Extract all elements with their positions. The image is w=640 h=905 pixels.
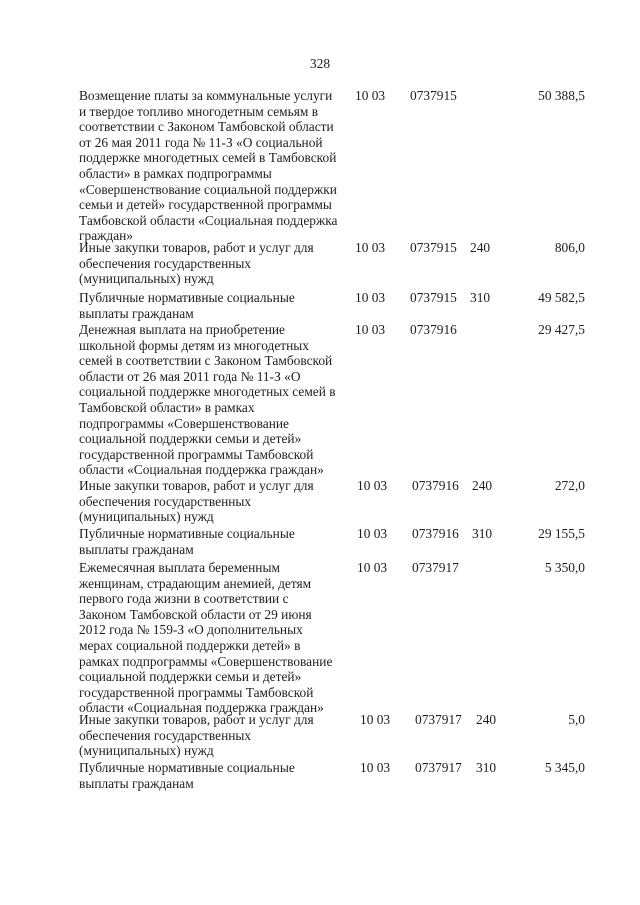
row-section: 10 03: [360, 712, 391, 727]
row-section: 10 03: [360, 760, 391, 775]
row-description: Иные закупки товаров, работ и услуг для обеспечения государственных (муниципальных) нужд: [79, 478, 314, 525]
row-expense-type: 310: [472, 526, 493, 541]
row-target-article: 0737917: [412, 560, 459, 575]
row-amount: 806,0: [554, 240, 585, 255]
row-description: Иные закупки товаров, работ и услуг для обеспечения государственных (муниципальных) нужд: [79, 712, 314, 759]
row-amount: 29 155,5: [538, 526, 585, 541]
row-description: Иные закупки товаров, работ и услуг для обеспечения государственных (муниципальных) нужд: [79, 240, 314, 287]
row-description: Публичные нормативные социальные выплаты гражданам: [79, 526, 295, 557]
row-amount: 29 427,5: [538, 322, 585, 337]
row-expense-type: 310: [476, 760, 497, 775]
row-description: Ежемесячная выплата беременным женщинам, страдающим анемией, детям первого года жизни в соответствии с Законом Тамбовской области от 29 июня 2012 года № 159-З «О дополнительных мерах социальной поддержки детей» в рамках подпрограммы «Совершенствование социальной поддержки семьи и детей» государственной программы Тамбовской области «Социальная поддержка граждан»: [79, 560, 333, 716]
row-target-article: 0737917: [415, 712, 462, 727]
row-amount: 5,0: [568, 712, 585, 727]
row-expense-type: 240: [472, 478, 493, 493]
row-target-article: 0737916: [412, 478, 459, 493]
row-description: Публичные нормативные социальные выплаты гражданам: [79, 290, 295, 321]
row-section: 10 03: [357, 478, 388, 493]
row-section: 10 03: [355, 88, 386, 103]
row-target-article: 0737916: [410, 322, 457, 337]
row-amount: 272,0: [554, 478, 585, 493]
row-target-article: 0737915: [410, 290, 457, 305]
row-amount: 50 388,5: [538, 88, 585, 103]
row-amount: 5 345,0: [544, 760, 585, 775]
row-amount: 5 350,0: [544, 560, 585, 575]
row-expense-type: 240: [470, 240, 491, 255]
row-target-article: 0737916: [412, 526, 459, 541]
row-section: 10 03: [357, 526, 388, 541]
row-target-article: 0737915: [410, 88, 457, 103]
row-section: 10 03: [355, 240, 386, 255]
row-section: 10 03: [355, 290, 386, 305]
row-expense-type: 310: [470, 290, 491, 305]
row-description: Денежная выплата на приобретение школьной формы детям из многодетных семей в соответствии с Законом Тамбовской области от 26 мая 2011 года № 11-З «О социальной поддержке многодетных семей в Тамбовской области» в рамках подпрограммы «Совершенствование социальной поддержки семьи и детей» государственной программы Тамбовской области «Социальная поддержка граждан»: [79, 322, 336, 478]
row-description: Возмещение платы за коммунальные услуги и твердое топливо многодетным семьям в соответствии с Законом Тамбовской области от 26 мая 2011 года № 11-З «О социальной поддержке многодетных семей в Тамбовской области» в рамках подпрограммы «Совершенствование социальной поддержки семьи и детей» государственной программы Тамбовской области «Социальная поддержка граждан»: [79, 88, 338, 244]
row-amount: 49 582,5: [538, 290, 585, 305]
page-number: 328: [309, 56, 331, 71]
row-section: 10 03: [357, 560, 388, 575]
row-section: 10 03: [355, 322, 386, 337]
row-description: Публичные нормативные социальные выплаты гражданам: [79, 760, 295, 791]
row-expense-type: 240: [476, 712, 497, 727]
row-target-article: 0737917: [415, 760, 462, 775]
row-target-article: 0737915: [410, 240, 457, 255]
